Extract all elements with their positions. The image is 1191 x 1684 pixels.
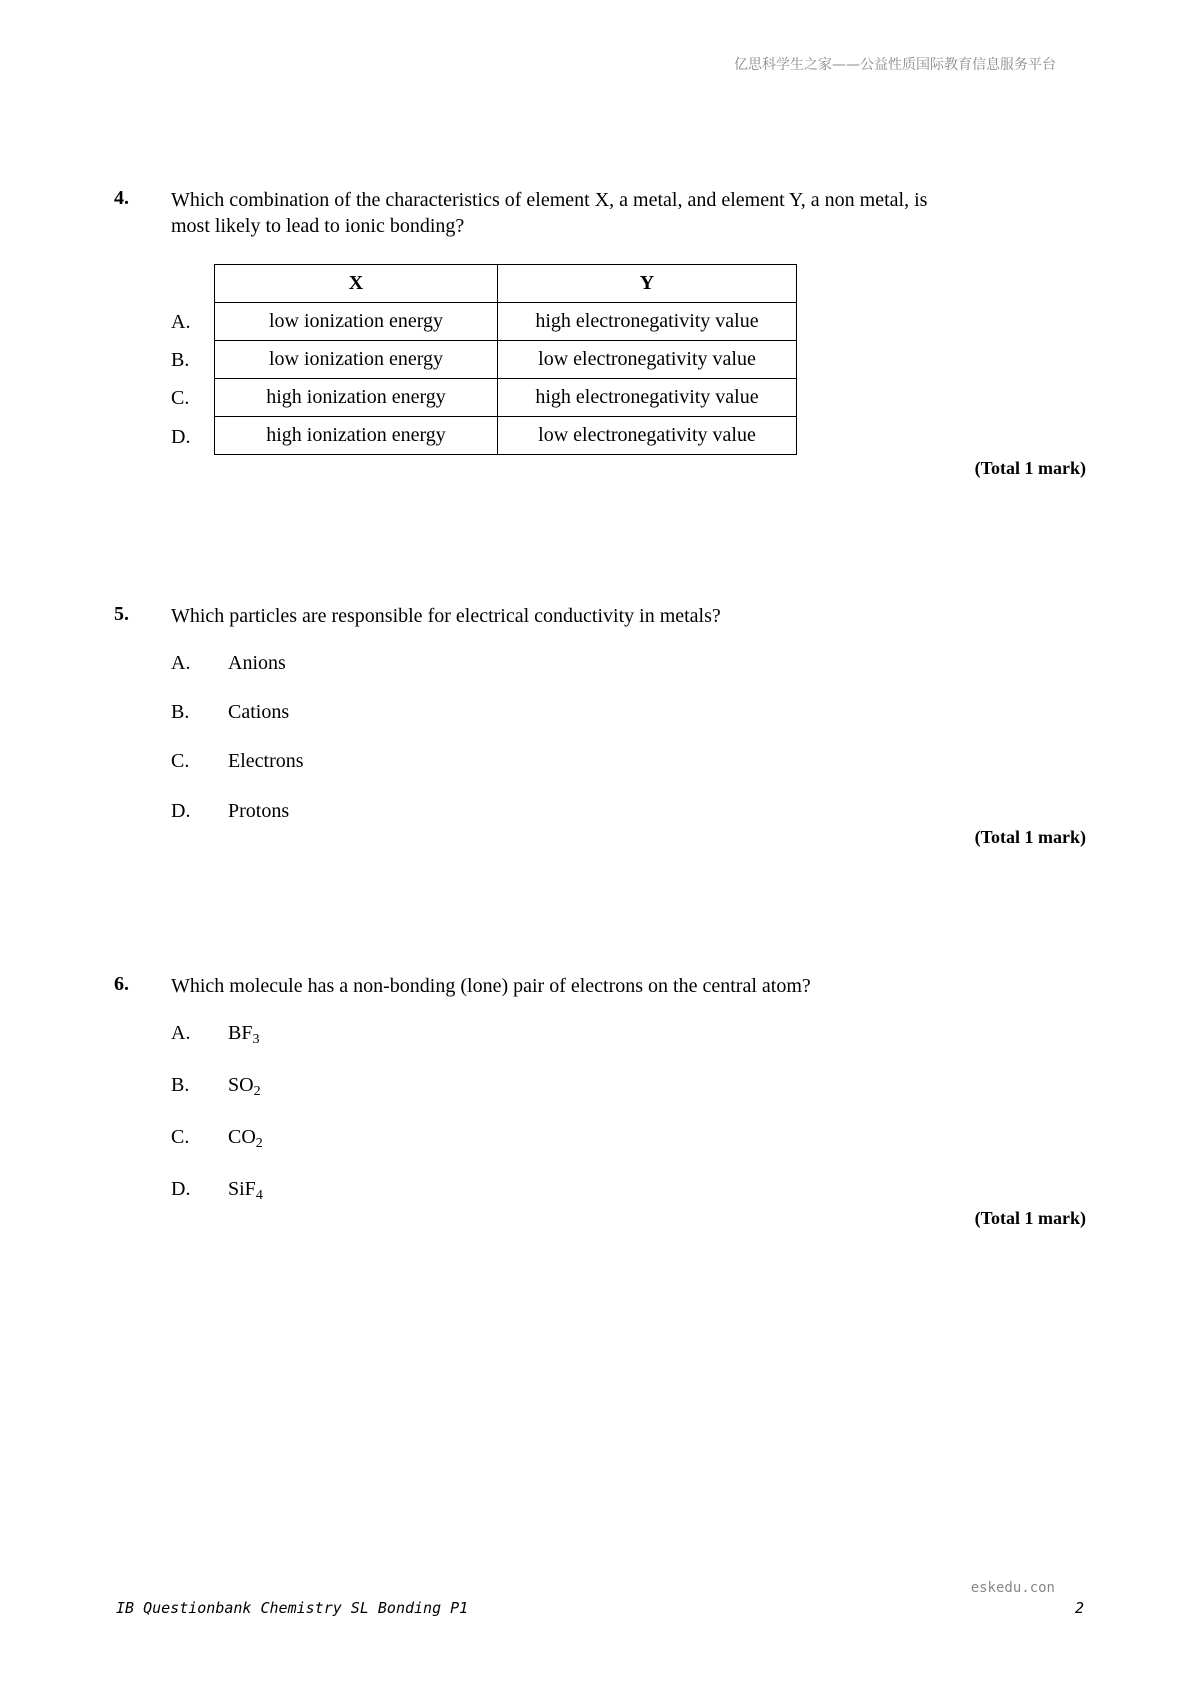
formula-subscript: 2: [255, 1136, 263, 1151]
option-letter: B.: [171, 701, 190, 723]
option-letter: B.: [171, 349, 190, 371]
header-watermark: 亿思科学生之家——公益性质国际教育信息服务平台: [734, 57, 1056, 73]
table-cell-x: low ionization energy: [215, 341, 498, 379]
option-formula: [228, 1178, 263, 1201]
table-header-x: X: [215, 265, 498, 303]
question-5-number: 5.: [114, 603, 129, 625]
question-4-text-line2: most likely to lead to ionic bonding?: [171, 215, 465, 237]
formula-base: BF: [228, 1022, 253, 1044]
question-4-number: 4.: [114, 187, 129, 209]
question-4-text: [171, 187, 927, 239]
option-formula: [228, 1022, 259, 1045]
formula-base: SiF: [228, 1178, 256, 1200]
question-4-total: (Total 1 mark): [974, 458, 1086, 478]
table-row: [215, 417, 797, 455]
question-6-number: 6.: [114, 973, 129, 995]
formula-base: SO: [228, 1074, 254, 1096]
question-6-text: Which molecule has a non-bonding (lone) pair of electrons on the central atom?: [171, 975, 811, 997]
table-cell-x: high ionization energy: [215, 379, 498, 417]
option-text: Protons: [228, 800, 290, 822]
footer-site: eskedu.con: [970, 1580, 1055, 1596]
formula-subscript: 3: [252, 1032, 260, 1047]
table-cell-y: low electronegativity value: [498, 341, 797, 379]
table-row: [215, 303, 797, 341]
table-header-y: Y: [498, 265, 797, 303]
table-row: [215, 341, 797, 379]
formula-base: CO: [228, 1126, 256, 1148]
option-formula: [228, 1126, 263, 1149]
formula-subscript: 4: [255, 1188, 263, 1203]
option-letter: D.: [171, 800, 191, 822]
table-cell-y: low electronegativity value: [498, 417, 797, 455]
option-letter: C.: [171, 387, 190, 409]
option-letter: C.: [171, 750, 190, 772]
option-letter: A.: [171, 311, 191, 333]
option-formula: [228, 1074, 261, 1097]
table-row: [215, 379, 797, 417]
table-cell-y: high electronegativity value: [498, 303, 797, 341]
table-header-row: [215, 265, 797, 303]
question-6-total: (Total 1 mark): [974, 1208, 1086, 1228]
option-text: Anions: [228, 652, 286, 674]
option-letter: C.: [171, 1126, 190, 1148]
option-text: Electrons: [228, 750, 304, 772]
question-4-text-line1: Which combination of the characteristics of element X, a metal, and element Y, a non metal, is: [171, 189, 928, 211]
table-cell-x: high ionization energy: [215, 417, 498, 455]
option-text: Cations: [228, 701, 290, 723]
question-5-total: (Total 1 mark): [974, 827, 1086, 847]
formula-subscript: 2: [253, 1084, 261, 1099]
table-cell-x: low ionization energy: [215, 303, 498, 341]
option-letter: D.: [171, 426, 191, 448]
answer-table: [214, 264, 797, 455]
question-5-text: Which particles are responsible for electrical conductivity in metals?: [171, 605, 721, 627]
option-letter: A.: [171, 652, 191, 674]
footer-title: IB Questionbank Chemistry SL Bonding P1: [116, 1599, 469, 1617]
option-letter: D.: [171, 1178, 191, 1200]
page-number: 2: [1074, 1599, 1084, 1617]
table-cell-y: high electronegativity value: [498, 379, 797, 417]
option-letter: B.: [171, 1074, 190, 1096]
option-letter: A.: [171, 1022, 191, 1044]
